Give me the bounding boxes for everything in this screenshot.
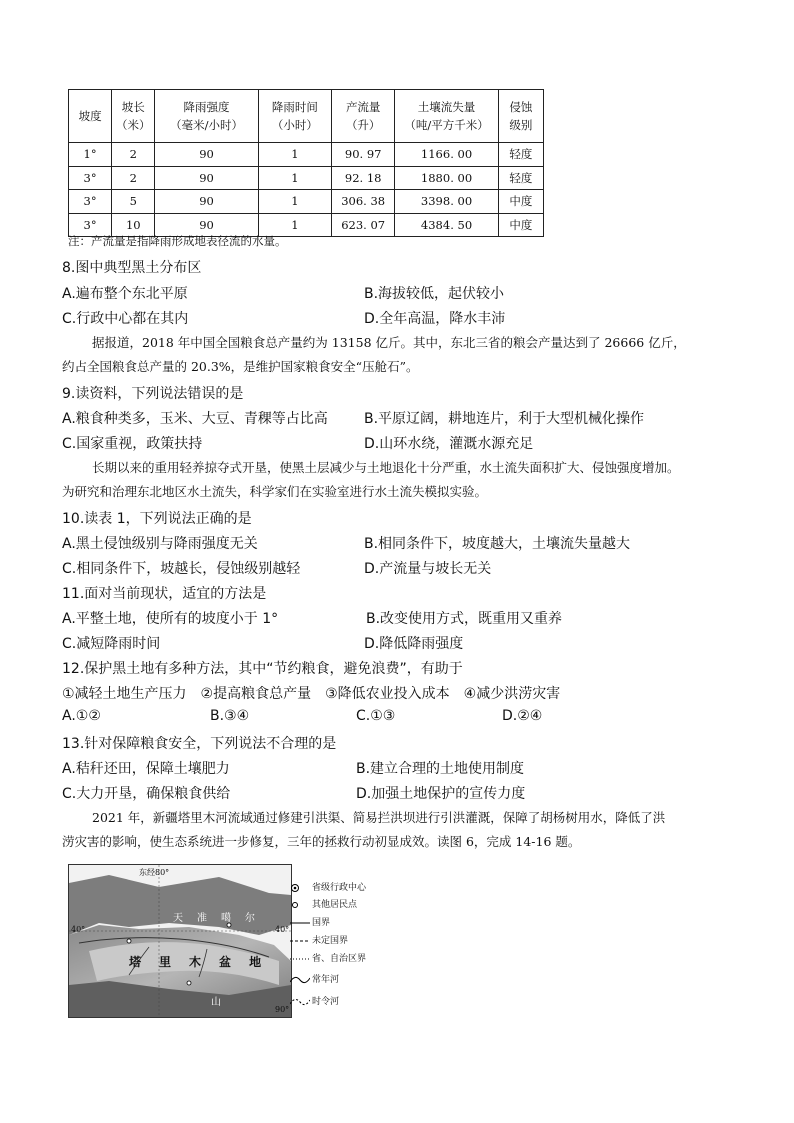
tianshan-label: 天准噶尔 <box>173 913 269 924</box>
question-8-option-d: D.全年高温，降水丰沛 <box>364 311 506 327</box>
table-cell: 1880. 00 <box>395 166 498 190</box>
table-cell: 5 <box>112 190 155 214</box>
question-10-option-b: B.相同条件下，坡度越大，土壤流失量越大 <box>364 536 631 552</box>
question-8-option-c: C.行政中心都在其内 <box>62 311 189 327</box>
question-12-option-c: C.①③ <box>356 708 396 724</box>
question-13-option-a: A.秸秆还田，保障土壤肥力 <box>62 761 230 777</box>
question-12-stem: 12.保护黑土地有多种方法，其中“节约粮食，避免浪费”，有助于 <box>62 661 463 677</box>
latitude-label-right: 40° <box>275 925 290 934</box>
table-cell: 1 <box>258 143 331 167</box>
header-cell: 坡长 （米） <box>112 90 155 143</box>
paragraph-tarim-line-2: 涝灾害的影响，使生态系统进一步修复，三年的拯救行动初显成效。读图 6，完成 14-16 题。 <box>62 834 581 849</box>
question-11-option-a: A.平整土地，使所有的坡度小于 1° <box>62 611 279 627</box>
table-note: 注：产流量是指降雨形成地表径流的水量。 <box>68 234 287 248</box>
question-10-option-d: D.产流量与坡长无关 <box>364 561 492 577</box>
question-8-option-b: B.海拔较低，起伏较小 <box>364 286 505 302</box>
paragraph-soil-loss-line-2: 为研究和治理东北地区水土流失，科学家们在实验室进行水土流失模拟实验。 <box>62 484 488 499</box>
tarim-basin-label: 塔里木盆地 <box>129 955 280 969</box>
legend-item: 其他居民点 <box>290 897 357 910</box>
header-cell: 侵蚀 级别 <box>498 90 543 143</box>
table-cell: 623. 07 <box>332 213 395 237</box>
legend-item: 省级行政中心 <box>290 880 366 893</box>
header-cell: 降雨强度 （毫米/小时） <box>155 90 258 143</box>
provincial-capital-icon <box>290 883 310 893</box>
table-cell: 3° <box>69 213 112 237</box>
question-11-option-d: D.降低降雨强度 <box>364 636 464 652</box>
question-9-option-b: B.平原辽阔，耕地连片，利于大型机械化操作 <box>364 411 645 427</box>
table-cell: 90 <box>155 190 258 214</box>
question-8-stem: 8.图中典型黑土分布区 <box>62 260 202 276</box>
paragraph-tarim-line-1: 2021 年，新疆塔里木河流域通过修建引洪渠、简易拦洪坝进行引洪灌溉，保障了胡杨树用水，降低了洪 <box>92 810 666 825</box>
table-cell: 3398. 00 <box>395 190 498 214</box>
table-cell: 306. 38 <box>332 190 395 214</box>
table-cell: 92. 18 <box>332 166 395 190</box>
settlement-icon <box>127 939 131 943</box>
table-cell: 4384. 50 <box>395 213 498 237</box>
table-cell: 1° <box>69 143 112 167</box>
settlement-icon <box>187 981 191 985</box>
question-8-option-a: A.遍布整个东北平原 <box>62 286 188 302</box>
latitude-label-left: 40° <box>71 925 86 934</box>
map-graphic <box>69 865 291 1017</box>
undetermined-border-icon <box>290 936 310 946</box>
paragraph-soil-loss-line-1: 长期以来的重用轻养掠夺式开垦，使黑土层减少与土地退化十分严重，水土流失面积扩大、侵蚀强度增加。 <box>92 460 680 475</box>
soil-erosion-table <box>68 89 544 237</box>
question-9-option-c: C.国家重视，政策扶持 <box>62 436 203 452</box>
table-cell: 轻度 <box>498 166 543 190</box>
table-row <box>69 166 544 190</box>
table-cell: 3° <box>69 166 112 190</box>
question-12-option-b: B.③④ <box>210 708 250 724</box>
map-legend <box>290 880 402 1016</box>
seasonal-river-icon <box>290 996 310 1008</box>
legend-item: 省、自治区界 <box>290 951 366 964</box>
header-cell: 降雨时间 （小时） <box>258 90 331 143</box>
table-row <box>69 143 544 167</box>
table-cell: 90 <box>155 143 258 167</box>
legend-item: 常年河 <box>290 972 339 986</box>
header-cell: 土壤流失量 （吨/平方千米） <box>395 90 498 143</box>
table-cell: 轻度 <box>498 143 543 167</box>
question-10-option-a: A.黑土侵蚀级别与降雨强度无关 <box>62 536 258 552</box>
question-13-option-d: D.加强土地保护的宣传力度 <box>356 786 526 802</box>
question-11-stem: 11.面对当前现状，适宜的方法是 <box>62 586 267 602</box>
provincial-border-icon <box>290 954 310 964</box>
question-10-option-c: C.相同条件下，坡越长，侵蚀级别越轻 <box>62 561 301 577</box>
question-10-stem: 10.读表 1，下列说法正确的是 <box>62 511 252 527</box>
table-cell: 1 <box>258 166 331 190</box>
question-11-option-c: C.减短降雨时间 <box>62 636 161 652</box>
tarim-basin-map <box>68 864 292 1018</box>
legend-item: 时令河 <box>290 994 339 1008</box>
table-cell: 1 <box>258 213 331 237</box>
settlement-icon <box>290 900 310 910</box>
question-11-option-b: B.改变使用方式，既重用又重养 <box>366 611 563 627</box>
question-12-option-a: A.①② <box>62 708 101 724</box>
table-cell: 3° <box>69 190 112 214</box>
table-cell: 中度 <box>498 213 543 237</box>
table-cell: 90. 97 <box>332 143 395 167</box>
question-12-option-d: D.②④ <box>502 708 543 724</box>
mountain-label: 山 <box>211 997 221 1008</box>
paragraph-grain-report-line-1: 据报道，2018 年中国全国粮食总产量约为 13158 亿斤。其中，东北三省的粮会产量达到了 26666 亿斤， <box>92 335 686 350</box>
header-cell: 产流量 （升） <box>332 90 395 143</box>
question-9-stem: 9.读资料，下列说法错误的是 <box>62 386 244 402</box>
question-13-stem: 13.针对保障粮食安全，下列说法不合理的是 <box>62 736 337 752</box>
perennial-river-icon <box>290 974 310 986</box>
table-cell: 10 <box>112 213 155 237</box>
table-header-row <box>69 90 544 143</box>
table-row <box>69 190 544 214</box>
question-12-items: ①减轻土地生产压力 ②提高粮食总产量 ③降低农业投入成本 ④减少洪涝灾害 <box>62 686 561 702</box>
table-cell: 1 <box>258 190 331 214</box>
table-cell: 90 <box>155 166 258 190</box>
table-cell: 90 <box>155 213 258 237</box>
question-13-option-b: B.建立合理的土地使用制度 <box>356 761 525 777</box>
longitude-label: 东经80° <box>139 868 170 877</box>
legend-item: 未定国界 <box>290 933 348 946</box>
longitude-label-bottom: 90° <box>275 1005 290 1014</box>
table-cell: 中度 <box>498 190 543 214</box>
table-cell: 1166. 00 <box>395 143 498 167</box>
question-9-option-d: D.山环水绕，灌溉水源充足 <box>364 436 534 452</box>
table-cell: 2 <box>112 166 155 190</box>
national-border-icon <box>290 918 310 928</box>
header-cell: 坡度 <box>69 90 112 143</box>
table-cell: 2 <box>112 143 155 167</box>
question-13-option-c: C.大力开垦，确保粮食供给 <box>62 786 231 802</box>
legend-item: 国界 <box>290 915 330 928</box>
question-9-option-a: A.粮食种类多，玉米、大豆、青稞等占比高 <box>62 411 328 427</box>
paragraph-grain-report-line-2: 约占全国粮食总产量的 20.3%，是维护国家粮食安全“压舱石”。 <box>62 359 419 374</box>
